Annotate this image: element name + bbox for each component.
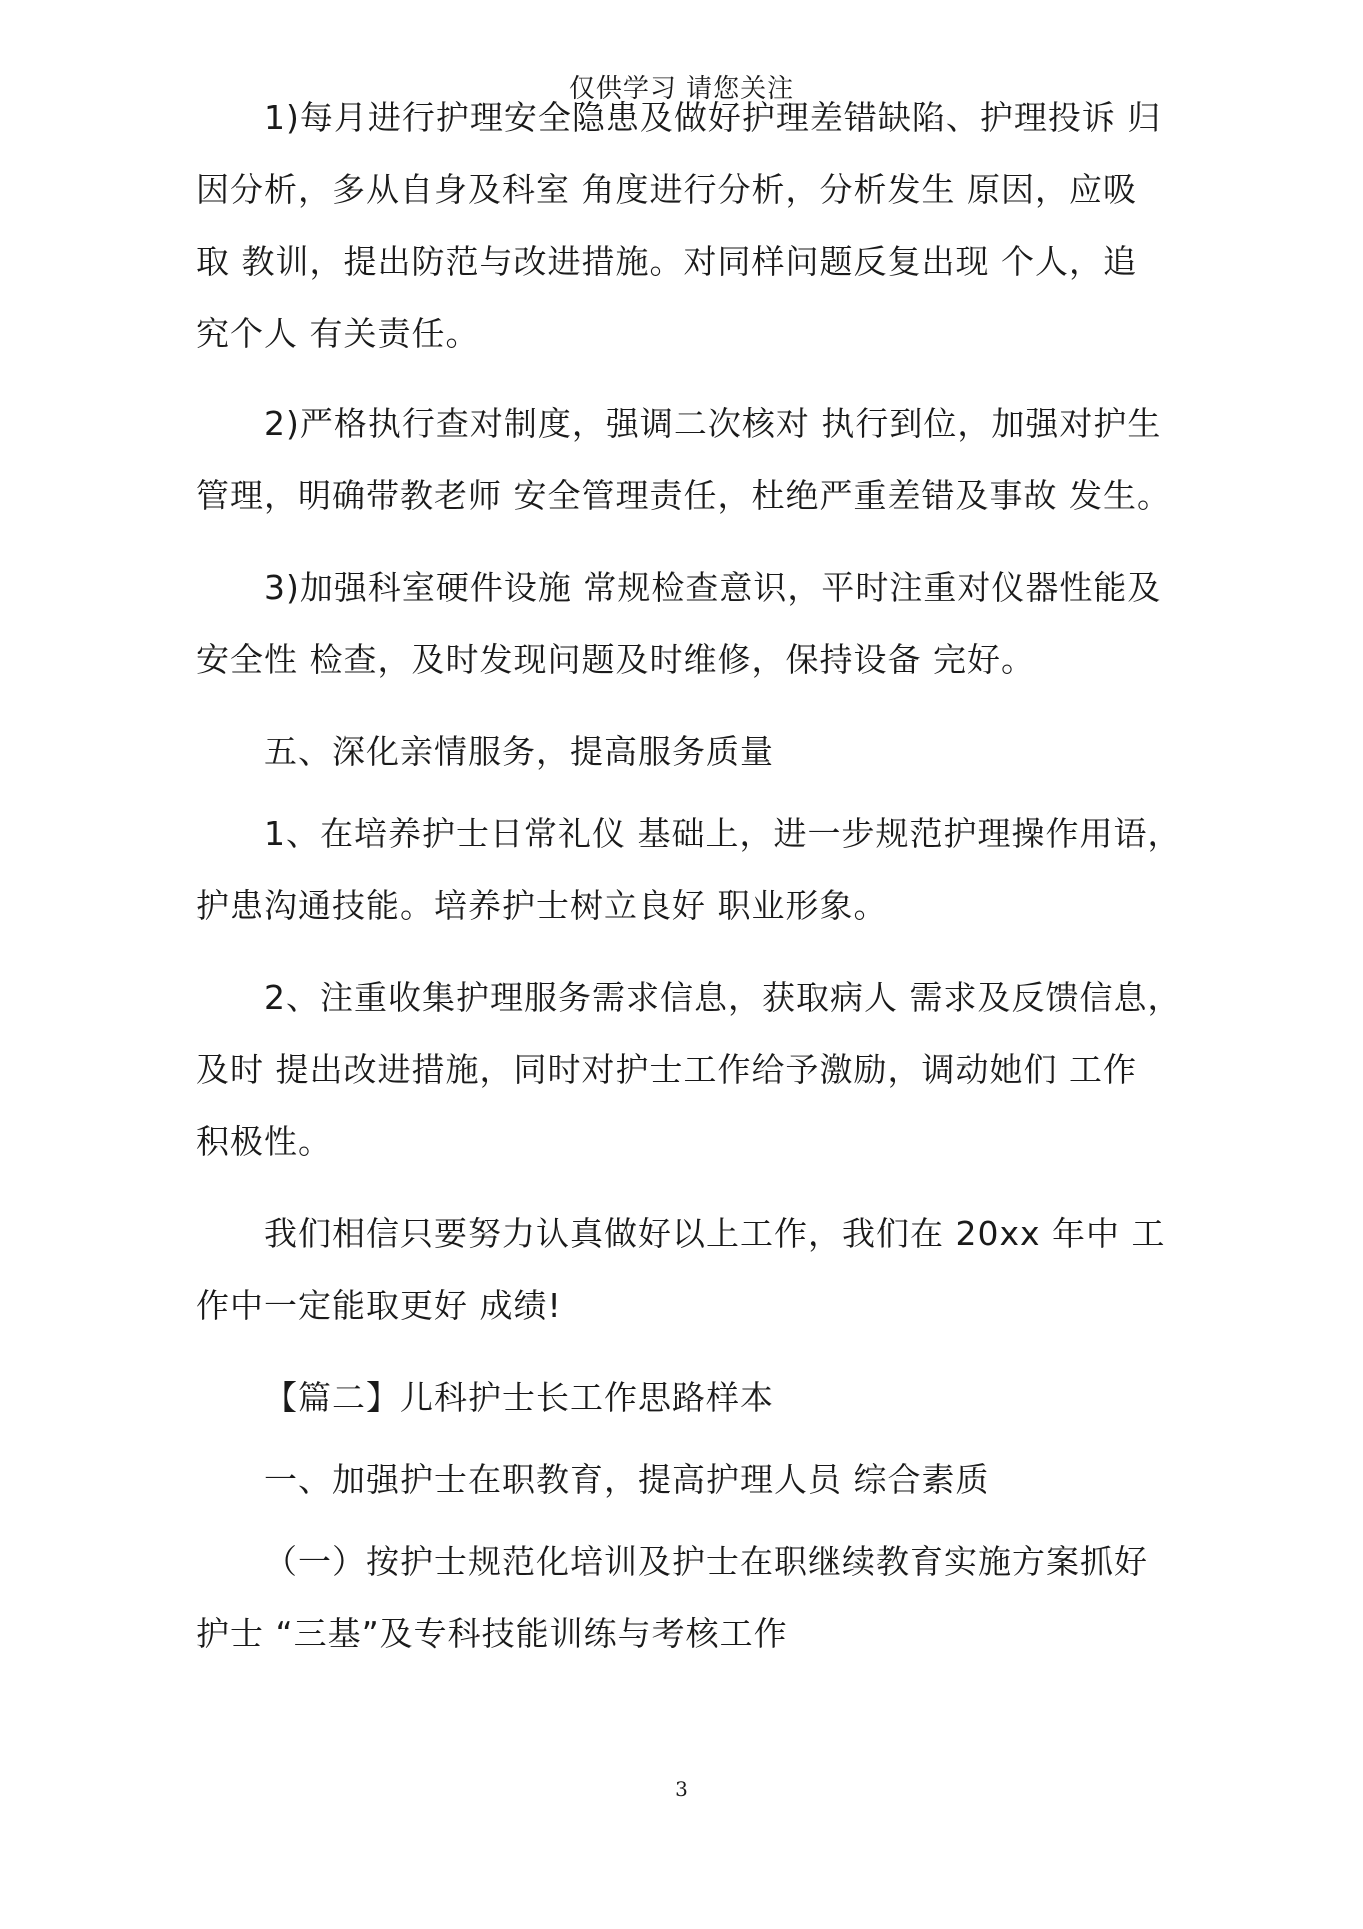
page-header: 仅供学习 请您关注 (568, 74, 795, 104)
paragraph-line: 因分析，多从自身及科室 角度进行分析，分析发生 原因，应吸 (196, 170, 1137, 209)
paragraph (196, 962, 1182, 1178)
paragraph-line: 护患沟通技能。培养护士树立良好 职业形象。 (196, 886, 888, 925)
paragraph-line: 究个人 有关责任。 (196, 314, 480, 353)
paragraph-line: 安全性 检查，及时发现问题及时维修，保持设备 完好。 (196, 640, 1035, 679)
paragraph (196, 716, 1176, 788)
paragraph-line: 管理，明确带教老师 安全管理责任，杜绝严重差错及事故 发生。 (196, 476, 1171, 515)
paragraph (196, 1444, 1176, 1516)
paragraph-line: 3)加强科室硬件设施 常规检查意识，平时注重对仪器性能及 (264, 568, 1162, 607)
paragraph-line: 积极性。 (196, 1122, 332, 1161)
paragraph-line: 我们相信只要努力认真做好以上工作，我们在 20xx 年中 工 (264, 1214, 1166, 1253)
paragraph (196, 1198, 1176, 1342)
paragraph-line: 及时 提出改进措施，同时对护士工作给予激励，调动她们 工作 (196, 1050, 1137, 1089)
paragraph-line: 1)每月进行护理安全隐患及做好护理差错缺陷、护理投诉 归 (264, 98, 1162, 137)
paragraph (196, 82, 1176, 370)
paragraph (196, 1362, 1176, 1434)
paragraph (196, 798, 1182, 942)
paragraph-line: 作中一定能取更好 成绩! (196, 1286, 562, 1325)
paragraph-line: 一、加强护士在职教育，提高护理人员 综合素质 (264, 1460, 990, 1499)
paragraph (196, 1526, 1176, 1670)
paragraph (196, 552, 1176, 696)
paragraph-line: 取 教训，提出防范与改进措施。对同样问题反复出现 个人，追 (196, 242, 1137, 281)
paragraph-line: 1、在培养护士日常礼仪 基础上，进一步规范护理操作用语， (264, 814, 1182, 853)
paragraph-line: 2)严格执行查对制度，强调二次核对 执行到位，加强对护生 (264, 404, 1162, 443)
paragraph-line: 护士 “三基”及专科技能训练与考核工作 (196, 1614, 788, 1653)
paragraph-line: （一）按护士规范化培训及护士在职继续教育实施方案抓好 (264, 1542, 1148, 1581)
paragraph (196, 388, 1176, 532)
paragraph-line: 五、深化亲情服务，提高服务质量 (264, 732, 774, 771)
paragraph-line: 2、注重收集护理服务需求信息，获取病人 需求及反馈信息， (264, 978, 1182, 1017)
paragraph-line: 【篇二】儿科护士长工作思路样本 (264, 1378, 774, 1417)
page-number: 3 (675, 1777, 688, 1801)
